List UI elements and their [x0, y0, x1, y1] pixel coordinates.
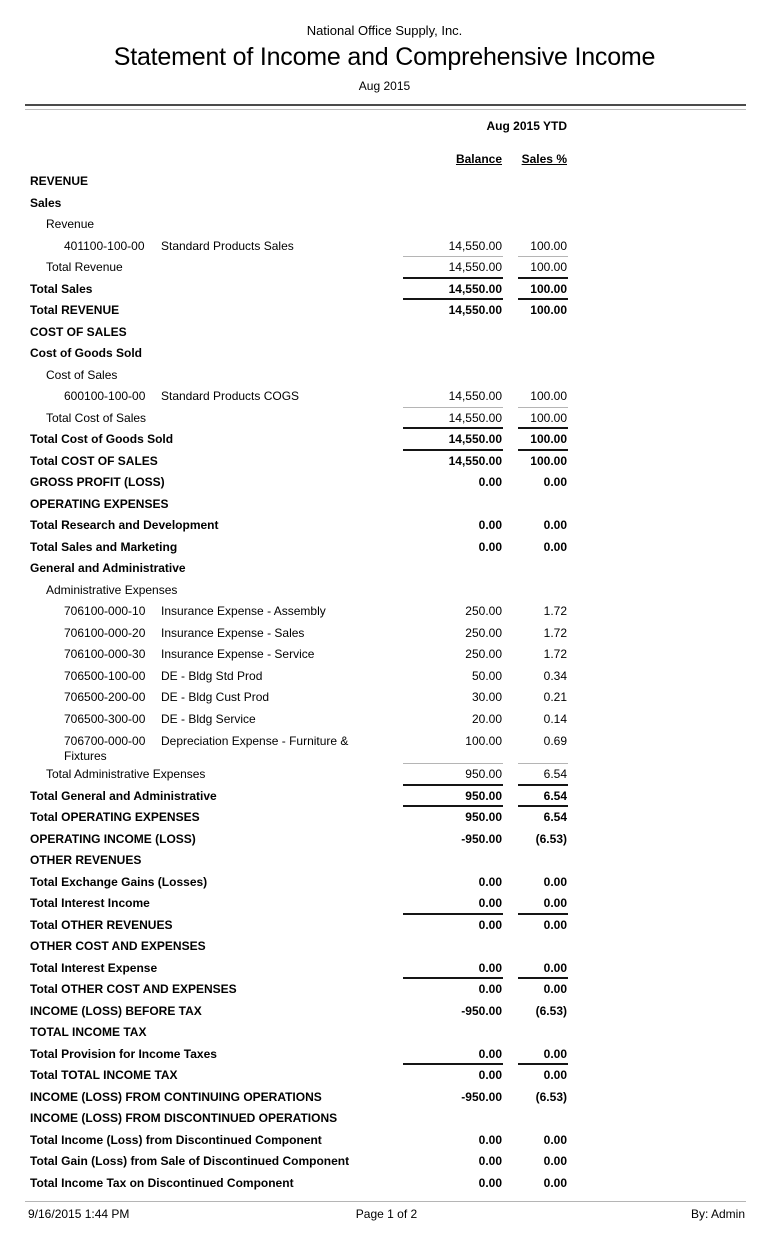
- table-row: [0, 171, 769, 193]
- table-row: [0, 850, 769, 872]
- table-row: [0, 829, 769, 851]
- table-row: [0, 958, 769, 980]
- table-row: [0, 343, 769, 365]
- sales-pct-value: (6.53): [535, 831, 567, 846]
- table-row: [0, 979, 769, 1001]
- balance-value: 14,550.00: [448, 260, 502, 274]
- table-row: [0, 214, 769, 236]
- table-row: [0, 300, 769, 322]
- balance-value: 14,550.00: [448, 303, 502, 317]
- report-title: Statement of Income and Comprehensive Income: [113, 43, 656, 71]
- sales-pct-value: [517, 1022, 567, 1044]
- row-label: Total Administrative Expenses: [46, 767, 206, 781]
- sales-pct-value: 0.00: [543, 1154, 567, 1168]
- balance-value: 0.00: [478, 1154, 502, 1168]
- row-label: Total Sales: [30, 281, 93, 296]
- row-label: Sales: [30, 195, 62, 210]
- row-label: [0, 644, 402, 666]
- table-row: [0, 322, 769, 344]
- sales-pct-value: 0.00: [543, 1068, 567, 1082]
- column-group-label: Aug 2015 YTD: [486, 119, 567, 133]
- balance-value: 50.00: [471, 668, 502, 683]
- balance-value: 0.00: [478, 960, 502, 975]
- account-description: Insurance Expense - Sales: [161, 625, 305, 640]
- row-label: INCOME (LOSS) FROM DISCONTINUED OPERATIONS: [30, 1111, 338, 1125]
- row-label: Total Exchange Gains (Losses): [30, 874, 208, 889]
- footer-divider: [25, 1201, 746, 1202]
- row-label: OPERATING EXPENSES: [30, 496, 169, 511]
- sales-pct-value: 100.00: [530, 260, 567, 274]
- row-label: OTHER COST AND EXPENSES: [30, 939, 206, 953]
- row-label: [0, 386, 402, 408]
- row-label: Total OTHER COST AND EXPENSES: [30, 982, 237, 996]
- sales-pct-value: 100.00: [530, 238, 567, 253]
- sales-pct-value: 6.54: [543, 810, 567, 824]
- row-label: Total Revenue: [46, 260, 123, 274]
- footer-page-number: Page 1 of 2: [355, 1207, 418, 1221]
- balance-value: [402, 193, 502, 215]
- sales-pct-value: 0.21: [543, 690, 567, 704]
- balance-value: [402, 1022, 502, 1044]
- report-body: [0, 171, 769, 1194]
- account-number: 706500-300-00: [64, 711, 146, 726]
- balance-value: 0.00: [478, 896, 502, 910]
- balance-value: [402, 343, 502, 365]
- balance-value: 14,550.00: [448, 238, 502, 253]
- balance-value: 14,550.00: [448, 389, 502, 403]
- row-label: Total Interest Expense: [30, 960, 158, 975]
- balance-value: 0.00: [478, 1132, 502, 1147]
- sales-pct-value: 0.00: [543, 874, 567, 889]
- sales-pct-value: 0.00: [543, 539, 567, 554]
- balance-value: 0.00: [478, 1175, 502, 1190]
- balance-value: [402, 322, 502, 344]
- company-name: National Office Supply, Inc.: [306, 23, 463, 38]
- footer-datetime: 9/16/2015 1:44 PM: [28, 1207, 130, 1221]
- account-description-wrap: Fixtures: [64, 749, 107, 763]
- table-row: [0, 580, 769, 602]
- row-label: OPERATING INCOME (LOSS): [30, 831, 196, 846]
- table-row: [0, 1087, 769, 1109]
- table-row: [0, 1151, 769, 1173]
- sales-pct-value: [517, 193, 567, 215]
- table-row: [0, 472, 769, 494]
- table-row: [0, 1022, 769, 1044]
- row-label: REVENUE: [30, 174, 89, 188]
- sales-pct-value: [517, 365, 567, 387]
- balance-value: -950.00: [461, 1089, 502, 1104]
- footer-printed-by: By: Admin: [690, 1207, 745, 1221]
- row-label: OTHER REVENUES: [30, 853, 142, 867]
- balance-value: 0.00: [478, 539, 502, 554]
- row-label: TOTAL INCOME TAX: [30, 1025, 147, 1039]
- balance-value: 14,550.00: [448, 453, 502, 468]
- sales-pct-value: [517, 558, 567, 580]
- balance-value: [402, 580, 502, 602]
- account-number: 706500-200-00: [64, 690, 146, 704]
- sales-pct-value: 0.00: [543, 1175, 567, 1190]
- sales-pct-value: 0.00: [543, 475, 567, 489]
- header-divider: [25, 104, 746, 110]
- sales-pct-value: 1.72: [543, 647, 567, 661]
- sales-pct-value: 0.00: [543, 917, 567, 932]
- balance-value: 14,550.00: [448, 281, 502, 296]
- footer: [28, 1207, 745, 1221]
- row-label: Cost of Sales: [46, 367, 118, 382]
- row-label: Total General and Administrative: [30, 788, 217, 803]
- balance-value: 950.00: [465, 767, 502, 781]
- account-description: DE - Bldg Cust Prod: [161, 690, 270, 704]
- sales-pct-value: [517, 322, 567, 344]
- sales-pct-value: 100.00: [530, 453, 567, 468]
- row-label: [0, 666, 402, 688]
- balance-value: [402, 558, 502, 580]
- sales-pct-value: [517, 171, 567, 193]
- row-label: [0, 709, 402, 731]
- sales-pct-column-header: Sales %: [521, 152, 567, 166]
- sales-pct-value: 6.54: [543, 788, 567, 803]
- table-row: [0, 1108, 769, 1130]
- row-label: Total TOTAL INCOME TAX: [30, 1068, 178, 1082]
- balance-value: 20.00: [471, 711, 502, 726]
- sales-pct-value: 100.00: [530, 281, 567, 296]
- account-number: 706100-000-20: [64, 625, 146, 640]
- table-row: [0, 764, 769, 786]
- row-label: Total REVENUE: [30, 303, 120, 317]
- account-description: Standard Products Sales: [161, 238, 294, 253]
- balance-value: 250.00: [465, 647, 502, 661]
- account-number: 706500-100-00: [64, 668, 146, 683]
- table-row: [0, 537, 769, 559]
- sales-pct-value: 0.00: [543, 960, 567, 975]
- row-label: Total Income (Loss) from Discontinued Component: [30, 1132, 322, 1147]
- table-row: [0, 601, 769, 623]
- sales-pct-value: 0.34: [543, 668, 567, 683]
- row-label: [0, 236, 402, 258]
- row-label: Total Cost of Goods Sold: [30, 432, 174, 446]
- table-row: [0, 257, 769, 279]
- table-row: [0, 666, 769, 688]
- row-label: Total Income Tax on Discontinued Component: [30, 1175, 294, 1190]
- balance-value: 100.00: [465, 734, 502, 748]
- balance-value: 0.00: [478, 917, 502, 932]
- table-row: [0, 365, 769, 387]
- row-label: Total COST OF SALES: [30, 453, 158, 468]
- balance-value: [402, 1108, 502, 1130]
- account-number: 600100-100-00: [64, 389, 146, 403]
- table-row: [0, 1001, 769, 1023]
- table-row: [0, 429, 769, 451]
- table-row: [0, 279, 769, 301]
- account-description: Insurance Expense - Service: [161, 647, 315, 661]
- balance-value: 250.00: [465, 604, 502, 618]
- sales-pct-value: 0.00: [543, 1046, 567, 1061]
- sales-pct-value: 0.00: [543, 1132, 567, 1147]
- row-label: INCOME (LOSS) BEFORE TAX: [30, 1003, 202, 1018]
- balance-value: 950.00: [465, 810, 502, 824]
- sales-pct-value: 0.14: [543, 711, 567, 726]
- sales-pct-value: 0.69: [543, 734, 567, 748]
- sales-pct-value: 100.00: [530, 410, 567, 425]
- row-label: INCOME (LOSS) FROM CONTINUING OPERATIONS: [30, 1089, 322, 1104]
- column-headers: [0, 152, 769, 166]
- table-row: [0, 915, 769, 937]
- account-number: 706100-000-30: [64, 647, 146, 661]
- balance-value: [402, 850, 502, 872]
- table-row: [0, 872, 769, 894]
- table-row: [0, 1130, 769, 1152]
- table-row: [0, 515, 769, 537]
- table-row: [0, 893, 769, 915]
- balance-value: 950.00: [465, 788, 502, 803]
- table-row: [0, 451, 769, 473]
- row-label: Total Interest Income: [30, 896, 150, 910]
- sales-pct-value: [517, 850, 567, 872]
- row-label: Total Provision for Income Taxes: [30, 1046, 217, 1061]
- account-number: 401100-100-00: [64, 238, 145, 253]
- table-row: [0, 709, 769, 731]
- account-description: DE - Bldg Service: [161, 711, 256, 726]
- account-description: Depreciation Expense - Furniture &: [161, 734, 349, 748]
- account-description: Insurance Expense - Assembly: [161, 604, 326, 618]
- table-row: [0, 494, 769, 516]
- row-label: Administrative Expenses: [46, 582, 178, 597]
- balance-value: 0.00: [478, 1068, 502, 1082]
- table-row: [0, 936, 769, 958]
- sales-pct-value: (6.53): [535, 1089, 567, 1104]
- account-number: 706100-000-10: [64, 604, 146, 618]
- account-description: Standard Products COGS: [161, 389, 300, 403]
- sales-pct-value: 1.72: [543, 625, 567, 640]
- table-row: [0, 386, 769, 408]
- row-label: Total Cost of Sales: [46, 410, 147, 425]
- row-label: Cost of Goods Sold: [30, 346, 142, 360]
- table-row: [0, 687, 769, 709]
- column-group-row: [0, 119, 769, 133]
- account-description: DE - Bldg Std Prod: [161, 668, 263, 683]
- sales-pct-value: 100.00: [530, 389, 567, 403]
- row-label: [0, 623, 402, 645]
- balance-value: [402, 365, 502, 387]
- balance-value: 250.00: [465, 625, 502, 640]
- table-row: [0, 236, 769, 258]
- sales-pct-value: [517, 214, 567, 236]
- row-label: Total OTHER REVENUES: [30, 917, 173, 932]
- balance-value: 0.00: [478, 982, 502, 996]
- report-period: Aug 2015: [358, 79, 411, 93]
- table-row: [0, 1044, 769, 1066]
- sales-pct-value: 6.54: [543, 767, 567, 781]
- sales-pct-value: 0.00: [543, 518, 567, 532]
- row-label: Total Sales and Marketing: [30, 539, 178, 554]
- table-row: [0, 807, 769, 829]
- column-group-spacer: [0, 119, 402, 133]
- sales-pct-value: (6.53): [535, 1003, 567, 1018]
- table-row: [0, 558, 769, 580]
- balance-column-header: Balance: [455, 152, 502, 166]
- balance-value: 14,550.00: [448, 432, 502, 446]
- row-label: Total OPERATING EXPENSES: [30, 810, 200, 824]
- balance-value: 0.00: [478, 518, 502, 532]
- table-row: [0, 623, 769, 645]
- row-label: [0, 687, 402, 709]
- table-row: [0, 1065, 769, 1087]
- row-label: [0, 601, 402, 623]
- sales-pct-value: [517, 580, 567, 602]
- balance-value: [402, 214, 502, 236]
- table-row: [0, 644, 769, 666]
- account-number: 706700-000-00: [64, 734, 146, 748]
- row-label: Total Research and Development: [30, 518, 219, 532]
- row-label: General and Administrative: [30, 561, 186, 575]
- sales-pct-value: [517, 1108, 567, 1130]
- balance-value: 0.00: [478, 475, 502, 489]
- balance-value: [402, 936, 502, 958]
- table-row: [0, 786, 769, 808]
- table-row: [0, 408, 769, 430]
- sales-pct-value: [517, 936, 567, 958]
- row-label: Revenue: [46, 217, 95, 231]
- balance-value: [402, 494, 502, 516]
- row-label: GROSS PROFIT (LOSS): [30, 475, 165, 489]
- sales-pct-value: 0.00: [543, 896, 567, 910]
- balance-value: 14,550.00: [448, 410, 502, 425]
- balance-value: 0.00: [478, 1046, 502, 1061]
- sales-pct-value: 100.00: [530, 432, 567, 446]
- balance-value: -950.00: [461, 1003, 502, 1018]
- sales-pct-value: 100.00: [530, 303, 567, 317]
- sales-pct-value: 0.00: [543, 982, 567, 996]
- sales-pct-value: [517, 494, 567, 516]
- balance-value: 30.00: [471, 690, 502, 704]
- balance-value: 0.00: [478, 874, 502, 889]
- sales-pct-value: [517, 343, 567, 365]
- table-row: [0, 730, 769, 764]
- balance-value: [402, 171, 502, 193]
- table-row: [0, 193, 769, 215]
- row-label: COST OF SALES: [30, 324, 127, 339]
- table-row: [0, 1173, 769, 1195]
- balance-value: -950.00: [461, 831, 502, 846]
- sales-pct-value: 1.72: [543, 604, 567, 618]
- row-label: Total Gain (Loss) from Sale of Discontinued Component: [30, 1154, 350, 1168]
- row-label: [0, 734, 402, 764]
